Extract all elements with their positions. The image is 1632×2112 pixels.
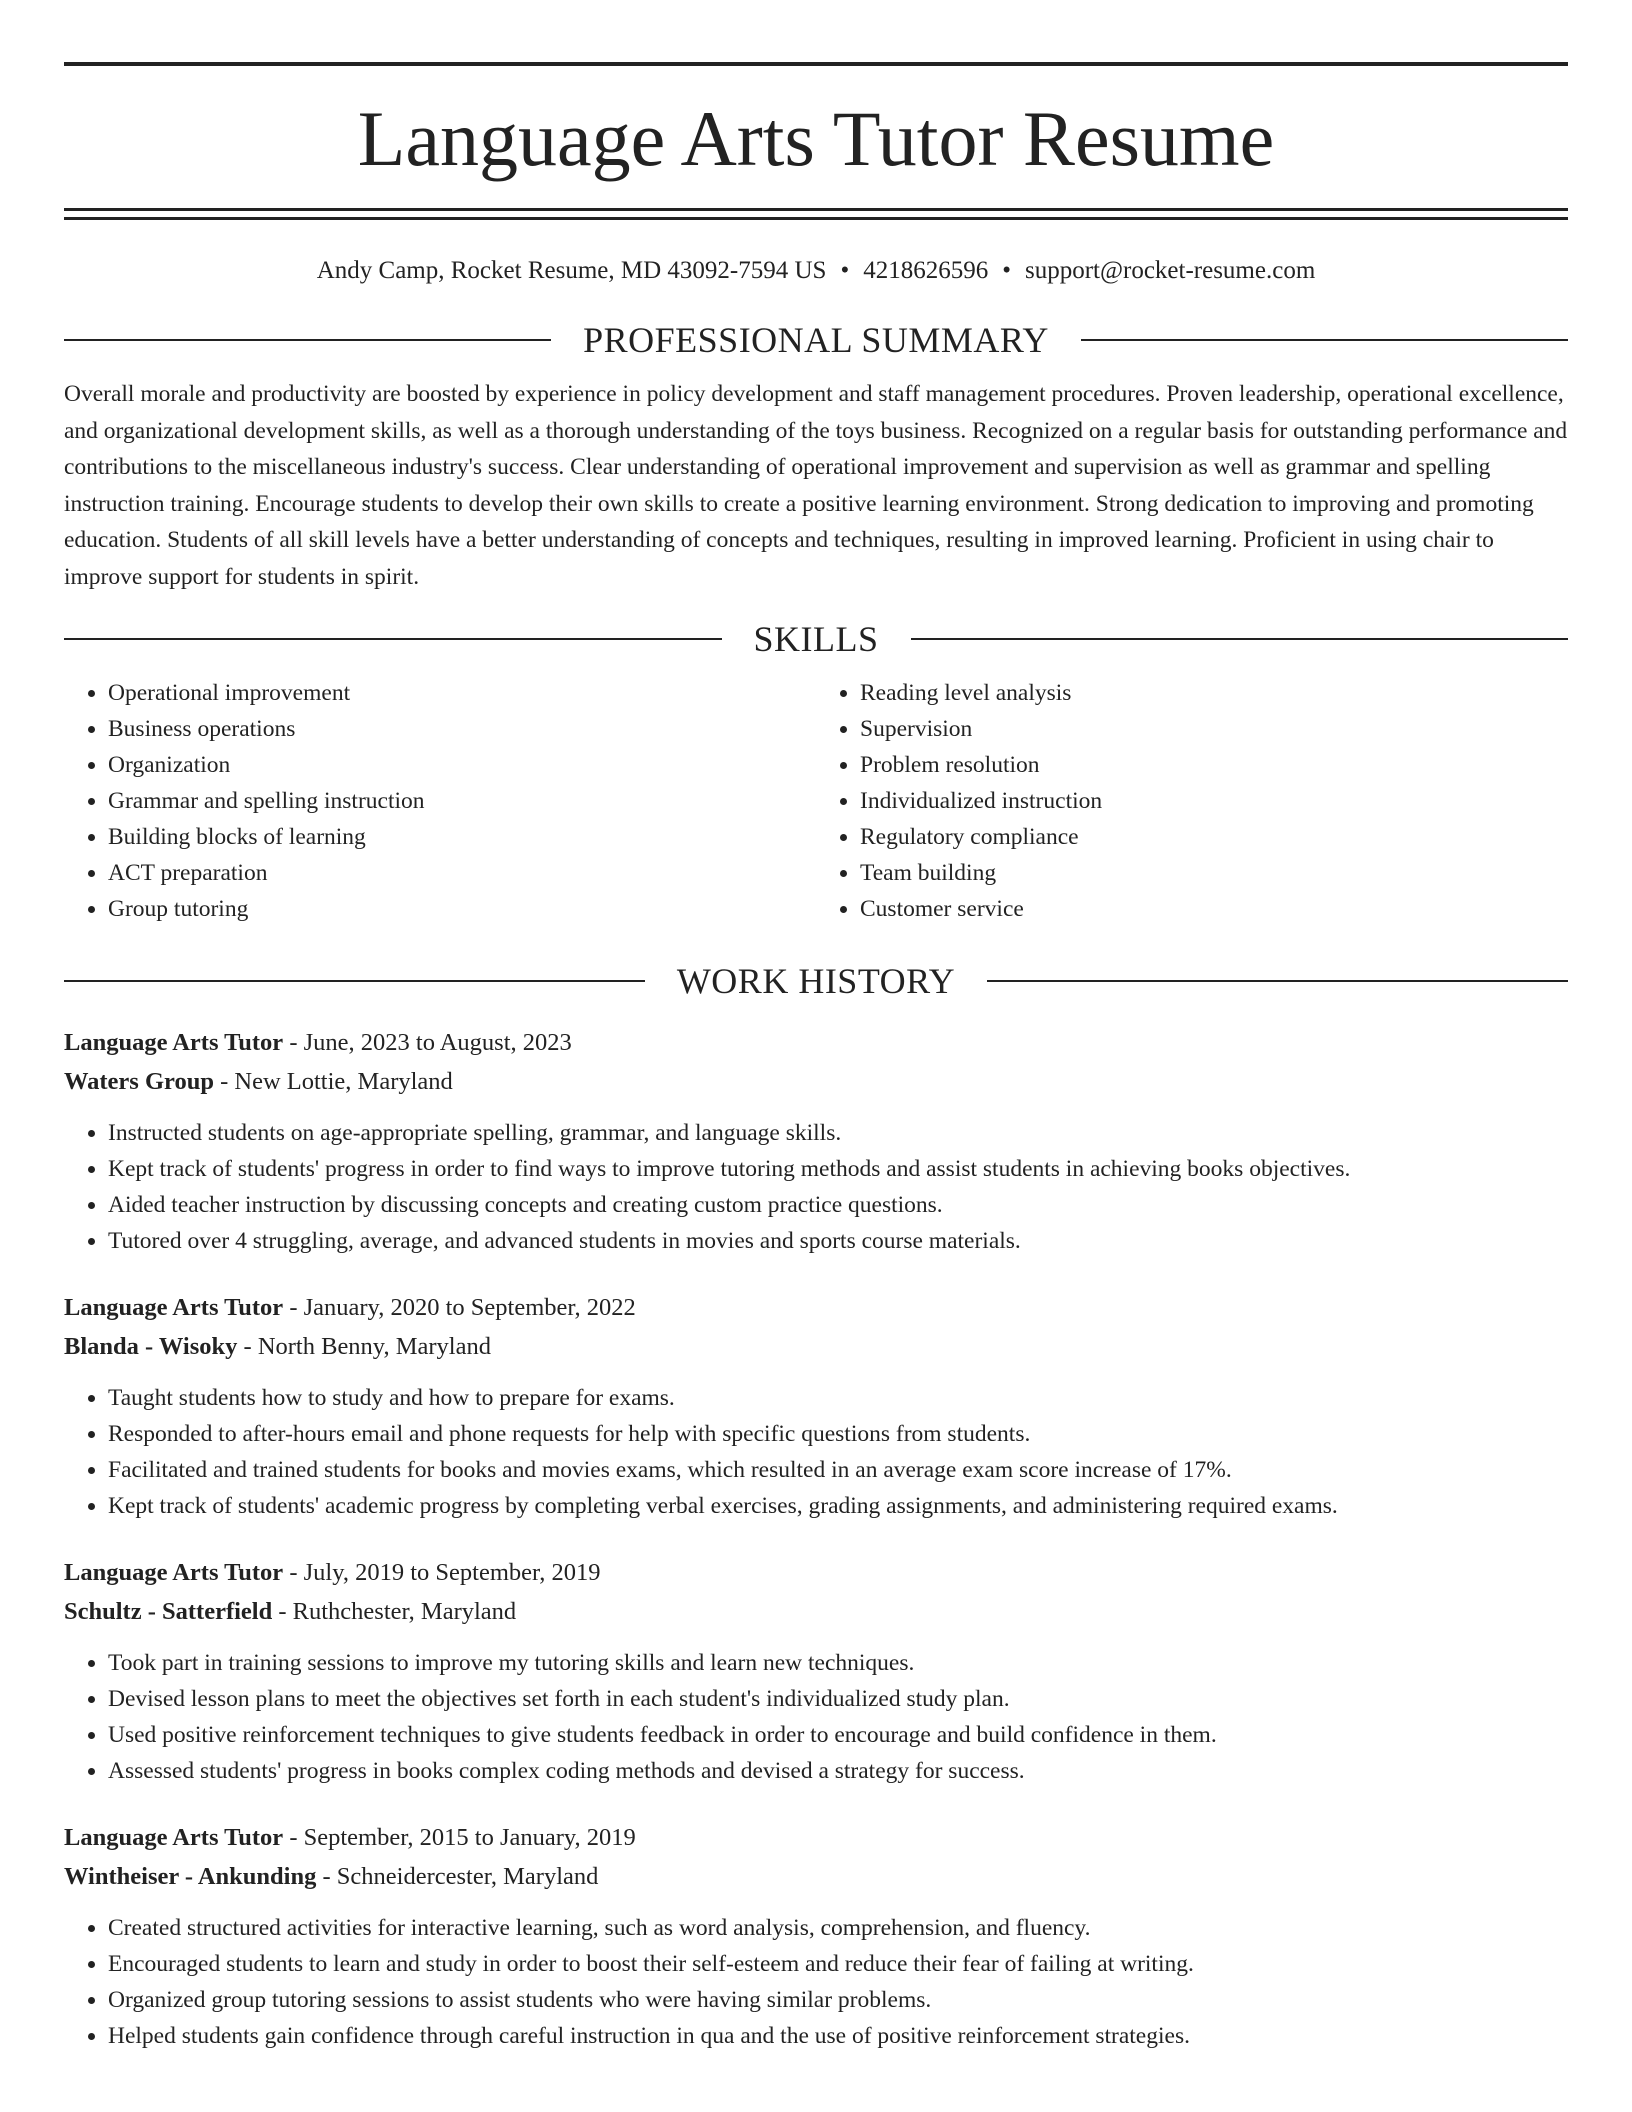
job-bullet: • Devised lesson plans to meet the objectives set forth in each student's individualized study plan. xyxy=(108,1681,1568,1717)
job-bullet: • Taught students how to study and how to prepare for exams. xyxy=(108,1380,1568,1416)
skill-item: • Organization xyxy=(108,747,816,783)
heading-rule xyxy=(64,980,645,982)
job-dates: September, 2015 to January, 2019 xyxy=(303,1824,636,1851)
job-bullets xyxy=(64,1115,1568,1259)
job-bullets xyxy=(64,1910,1568,2054)
skill-item: • Grammar and spelling instruction xyxy=(108,783,816,819)
job-bullet: • Assessed students' progress in books complex coding methods and devised a strategy for success. xyxy=(108,1753,1568,1789)
job-company-line: Schultz - Satterfield - Ruthchester, Maryland xyxy=(64,1598,517,1625)
job-entry xyxy=(64,1023,1568,1259)
summary-heading: PROFESSIONAL SUMMARY xyxy=(583,320,1049,360)
job-company: Waters Group xyxy=(64,1068,214,1095)
skill-item: • Individualized instruction xyxy=(860,783,1568,819)
job-bullet: • Facilitated and trained students for books and movies exams, which resulted in an average exam score increase of 17%. xyxy=(108,1452,1568,1488)
job-bullet: • Encouraged students to learn and study in order to boost their self-esteem and reduce their fear of failing at writing. xyxy=(108,1946,1568,1982)
summary-heading-row xyxy=(64,322,1568,358)
top-rule xyxy=(64,62,1568,66)
job-title-line: Language Arts Tutor - July, 2019 to September, 2019 xyxy=(64,1559,601,1586)
job-company-line: Blanda - Wisoky - North Benny, Maryland xyxy=(64,1333,491,1360)
skills-list-right xyxy=(816,675,1568,927)
skill-item: • Customer service xyxy=(860,891,1568,927)
job-location: Schneidercester, Maryland xyxy=(336,1863,599,1890)
job-entry xyxy=(64,1818,1568,2054)
contact-line xyxy=(64,254,1568,288)
skills-columns xyxy=(64,675,1568,927)
contact-separator: • xyxy=(840,257,850,284)
heading-rule xyxy=(911,638,1569,640)
work-heading: WORK HISTORY xyxy=(676,961,956,1001)
contact-phone: 4218626596 xyxy=(863,257,989,284)
job-title: Language Arts Tutor xyxy=(64,1559,284,1586)
skill-item: • Problem resolution xyxy=(860,747,1568,783)
job-entry xyxy=(64,1288,1568,1524)
job-company: Schultz - Satterfield xyxy=(64,1598,273,1625)
heading-rule xyxy=(987,980,1568,982)
job-dates: July, 2019 to September, 2019 xyxy=(303,1559,601,1586)
contact-separator: • xyxy=(1002,257,1011,284)
job-company-line: Waters Group - New Lottie, Maryland xyxy=(64,1068,453,1095)
skills-heading-row xyxy=(64,621,1568,657)
job-location: North Benny, Maryland xyxy=(257,1333,491,1360)
job-entry xyxy=(64,1553,1568,1789)
job-bullet: • Created structured activities for interactive learning, such as word analysis, comprehension, and fluency. xyxy=(108,1910,1568,1946)
job-title: Language Arts Tutor xyxy=(64,1029,284,1056)
contact-email: support@rocket-resume.com xyxy=(1024,257,1316,284)
skill-item: • Supervision xyxy=(860,711,1568,747)
job-dates: January, 2020 to September, 2022 xyxy=(303,1294,636,1321)
job-bullet: • Took part in training sessions to improve my tutoring skills and learn new techniques. xyxy=(108,1645,1568,1681)
job-bullets xyxy=(64,1645,1568,1789)
job-bullet: • Responded to after-hours email and phone requests for help with specific questions from students. xyxy=(108,1416,1568,1452)
skill-item: • Group tutoring xyxy=(108,891,816,927)
title-double-rule xyxy=(64,208,1568,220)
job-location: New Lottie, Maryland xyxy=(234,1068,453,1095)
job-bullet: • Instructed students on age-appropriate spelling, grammar, and language skills. xyxy=(108,1115,1568,1151)
job-title-line: Language Arts Tutor - September, 2015 to January, 2019 xyxy=(64,1824,636,1851)
job-bullet: • Used positive reinforcement techniques to give students feedback in order to encourage and build confidence in them. xyxy=(108,1717,1568,1753)
skill-item: • Business operations xyxy=(108,711,816,747)
job-company: Wintheiser - Ankunding xyxy=(64,1863,317,1890)
job-bullet: • Kept track of students' progress in order to find ways to improve tutoring methods and assist students in achieving books objectives. xyxy=(108,1151,1568,1187)
job-bullet: • Aided teacher instruction by discussing concepts and creating custom practice questions. xyxy=(108,1187,1568,1223)
job-company-line: Wintheiser - Ankunding - Schneidercester, Maryland xyxy=(64,1863,599,1890)
skill-item: • Reading level analysis xyxy=(860,675,1568,711)
job-bullet: • Helped students gain confidence through careful instruction in qua and the use of positive reinforcement strategies. xyxy=(108,2018,1568,2054)
heading-rule xyxy=(64,638,722,640)
job-bullet: • Kept track of students' academic progress by completing verbal exercises, grading assignments, and administering required exams. xyxy=(108,1488,1568,1524)
job-bullet: • Organized group tutoring sessions to assist students who were having similar problems. xyxy=(108,1982,1568,2018)
job-title-line: Language Arts Tutor - June, 2023 to August, 2023 xyxy=(64,1029,572,1056)
job-bullets xyxy=(64,1380,1568,1524)
heading-rule xyxy=(1081,339,1568,341)
heading-rule xyxy=(64,339,551,341)
skill-item: • Building blocks of learning xyxy=(108,819,816,855)
skill-item: • Regulatory compliance xyxy=(860,819,1568,855)
contact-address: Andy Camp, Rocket Resume, MD 43092-7594 US xyxy=(316,257,827,284)
job-title: Language Arts Tutor xyxy=(64,1824,284,1851)
skills-heading: SKILLS xyxy=(753,619,879,659)
job-location: Ruthchester, Maryland xyxy=(292,1598,517,1625)
skill-item: • Team building xyxy=(860,855,1568,891)
job-bullet: • Tutored over 4 struggling, average, and advanced students in movies and sports course materials. xyxy=(108,1223,1568,1259)
skill-item: • ACT preparation xyxy=(108,855,816,891)
skills-list-left xyxy=(64,675,816,927)
job-dates: June, 2023 to August, 2023 xyxy=(303,1029,572,1056)
summary-text: Overall morale and productivity are boosted by experience in policy development and staff management procedures. Proven leadership, operational excellence, and organizational development skills, as well as a thorough understanding of the toys business. Recognized on a regular basis for outstanding performance and contributions to the miscellaneous industry's success. Clear understanding of operational improvement and supervision as well as grammar and spelling instruction training. Encourage students to develop their own skills to create a positive learning environment. Strong dedication to improving and promoting education. Students of all skill levels have a better understanding of concepts and techniques, resulting in improved learning. Proficient in using chair to improve support for students in spirit. xyxy=(64,381,1568,590)
job-title: Language Arts Tutor xyxy=(64,1294,284,1321)
work-heading-row xyxy=(64,963,1568,999)
job-title-line: Language Arts Tutor - January, 2020 to September, 2022 xyxy=(64,1294,636,1321)
skill-item: • Operational improvement xyxy=(108,675,816,711)
job-company: Blanda - Wisoky xyxy=(64,1333,238,1360)
resume-title: Language Arts Tutor Resume xyxy=(357,95,1275,182)
